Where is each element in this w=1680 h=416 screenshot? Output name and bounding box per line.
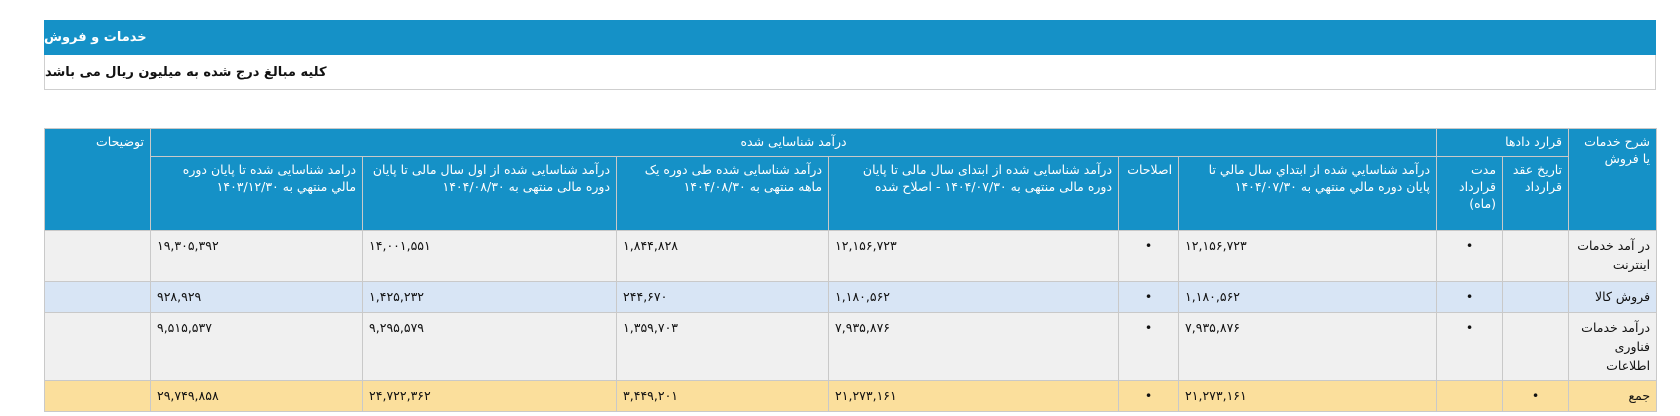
header-contracts: قرارد دادها — [1437, 129, 1569, 157]
row-rev-corrected: ۷,۹۳۵,۸۷۶ — [829, 313, 1119, 381]
row-rev-month: ۳,۴۴۹,۲۰۱ — [617, 381, 829, 412]
amounts-note-bar — [44, 55, 1656, 90]
row-contract-date — [1503, 313, 1569, 381]
revenue-table — [44, 128, 1657, 412]
row-rev-corrected: ۲۱,۲۷۳,۱۶۱ — [829, 381, 1119, 412]
header-rev-prev-year: درامد شناسایی شده تا پایان دوره مالي منتهي به ۱۴۰۳/۱۲/۳۰ — [151, 157, 363, 231]
table-row-total — [45, 381, 1657, 412]
table-row — [45, 313, 1657, 381]
row-rev-corrected: ۱,۱۸۰,۵۶۲ — [829, 282, 1119, 313]
row-explanations — [45, 313, 151, 381]
row-rev-ytd: ۱۴,۰۰۱,۵۵۱ — [363, 231, 617, 282]
row-rev-to-start: ۲۱,۲۷۳,۱۶۱ — [1179, 381, 1437, 412]
row-rev-corrected: ۱۲,۱۵۶,۷۲۳ — [829, 231, 1119, 282]
row-duration — [1437, 381, 1503, 412]
row-rev-month: ۲۴۴,۶۷۰ — [617, 282, 829, 313]
row-rev-prev-year: ۹,۵۱۵,۵۳۷ — [151, 313, 363, 381]
header-rev-corrected: درآمد شناسایی شده از ابتدای سال مالی تا پایان دوره مالی منتهی به ۱۴۰۴/۰۷/۳۰ - اصلاح شده — [829, 157, 1119, 231]
row-corrections: • — [1119, 313, 1179, 381]
row-corrections: • — [1119, 231, 1179, 282]
row-explanations — [45, 381, 151, 412]
row-contract-date: • — [1503, 381, 1569, 412]
row-duration: • — [1437, 313, 1503, 381]
table-header-row-group — [45, 129, 1657, 157]
row-description: فروش کالا — [1569, 282, 1657, 313]
row-rev-to-start: ۱,۱۸۰,۵۶۲ — [1179, 282, 1437, 313]
row-duration: • — [1437, 231, 1503, 282]
section-title: خدمات و فروش — [44, 30, 147, 45]
table-header-row-sub — [45, 157, 1657, 231]
row-contract-date — [1503, 282, 1569, 313]
row-corrections: • — [1119, 282, 1179, 313]
row-rev-month: ۱,۳۵۹,۷۰۳ — [617, 313, 829, 381]
table-row — [45, 282, 1657, 313]
row-rev-to-start: ۷,۹۳۵,۸۷۶ — [1179, 313, 1437, 381]
table-row — [45, 231, 1657, 282]
header-rev-month: درآمد شناسایی شده طی دوره یک ماهه منتهی به ۱۴۰۴/۰۸/۳۰ — [617, 157, 829, 231]
header-rev-ytd: درآمد شناسایی شده از اول سال مالی تا پایان دوره مالی منتهی به ۱۴۰۴/۰۸/۳۰ — [363, 157, 617, 231]
row-description: جمع — [1569, 381, 1657, 412]
header-contract-duration: مدت قرارداد (ماه) — [1437, 157, 1503, 231]
row-explanations — [45, 231, 151, 282]
row-rev-ytd: ۱,۴۲۵,۲۳۲ — [363, 282, 617, 313]
row-corrections: • — [1119, 381, 1179, 412]
header-rev-to-start: درآمد شناسايي شده از ابتداي سال مالي تا پایان دوره مالي منتهي به ۱۴۰۴/۰۷/۳۰ — [1179, 157, 1437, 231]
section-title-bar — [44, 20, 1656, 55]
row-rev-ytd: ۲۴,۷۲۲,۳۶۲ — [363, 381, 617, 412]
header-revenue-recognized: درآمد شناسایی شده — [151, 129, 1437, 157]
row-rev-ytd: ۹,۲۹۵,۵۷۹ — [363, 313, 617, 381]
row-rev-prev-year: ۹۲۸,۹۲۹ — [151, 282, 363, 313]
row-rev-prev-year: ۲۹,۷۴۹,۸۵۸ — [151, 381, 363, 412]
header-contract-date: تاریخ عقد قرارداد — [1503, 157, 1569, 231]
header-corrections: اصلاحات — [1119, 157, 1179, 231]
header-explanations: توضیحات — [45, 129, 151, 231]
row-rev-to-start: ۱۲,۱۵۶,۷۲۳ — [1179, 231, 1437, 282]
row-contract-date — [1503, 231, 1569, 282]
row-rev-month: ۱,۸۴۴,۸۲۸ — [617, 231, 829, 282]
row-description: در آمد خدمات اینترنت — [1569, 231, 1657, 282]
row-description: درآمد خدمات فناوری اطلاعات — [1569, 313, 1657, 381]
row-duration: • — [1437, 282, 1503, 313]
header-description: شرح خدمات یا فروش — [1569, 129, 1657, 231]
row-explanations — [45, 282, 151, 313]
row-rev-prev-year: ۱۹,۳۰۵,۳۹۲ — [151, 231, 363, 282]
amounts-note: کلیه مبالغ درج شده به میلیون ریال می باشد — [45, 64, 327, 80]
